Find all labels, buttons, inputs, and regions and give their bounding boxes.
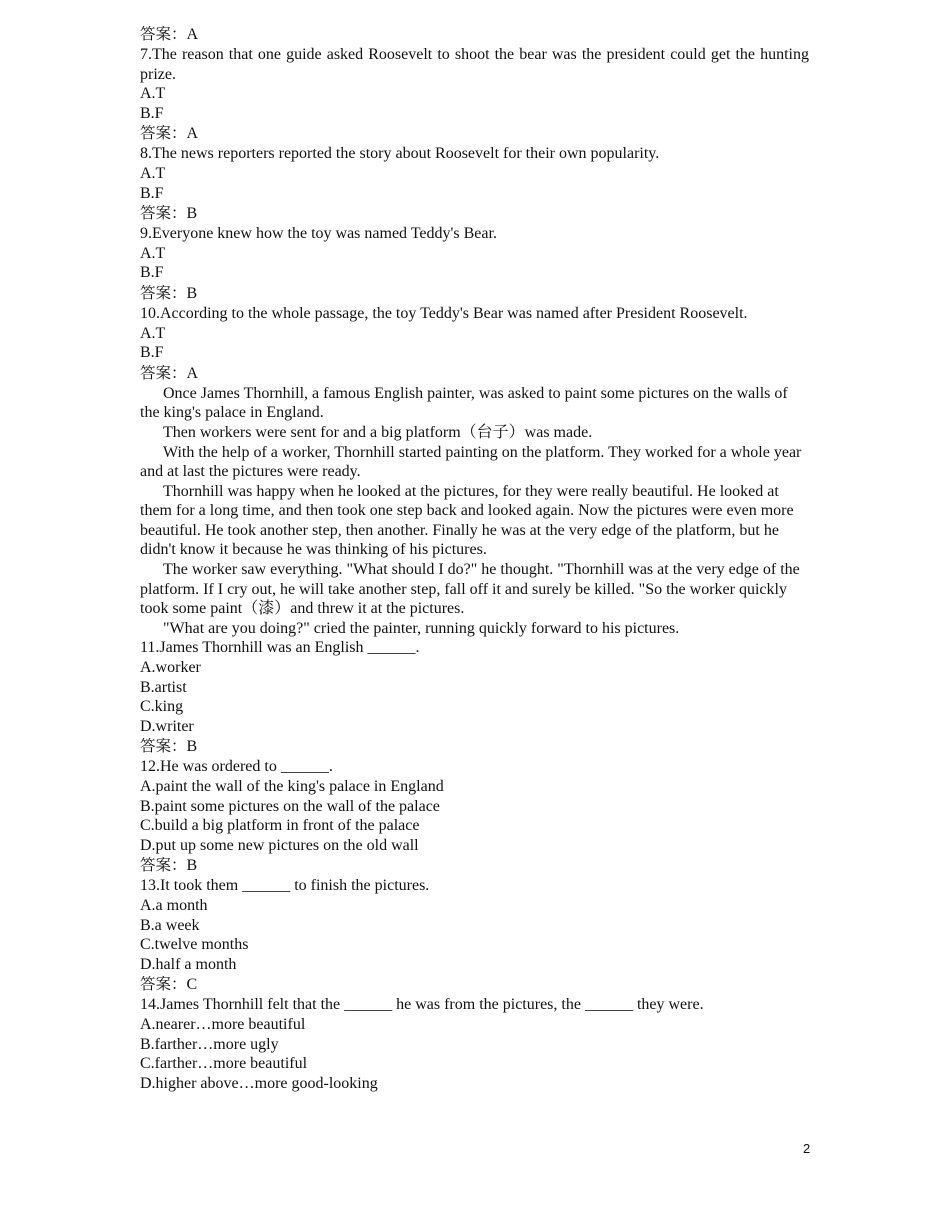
- answer-line: [140, 736, 809, 757]
- answer-option: D.put up some new pictures on the old wall: [140, 836, 419, 854]
- answer-label: 答案：: [140, 856, 187, 875]
- passage-paragraph: With the help of a worker, Thornhill started painting on the platform. They worked for a whole year and at last the pictures were ready.: [140, 443, 802, 481]
- answer-line: [140, 283, 809, 304]
- answer-option: A.T: [140, 85, 166, 103]
- answer-label: 答案：: [140, 204, 187, 223]
- answer-line: [140, 123, 809, 144]
- answer-option: A.nearer…more beautiful: [140, 1015, 306, 1033]
- answer-label: 答案：: [140, 737, 187, 756]
- passage-paragraph: Once James Thornhill, a famous English painter, was asked to paint some pictures on the walls of the king's palace in England.: [140, 384, 788, 422]
- passage-paragraph: Thornhill was happy when he looked at the pictures, for they were really beautiful. He looked at them for a long time, and then took one step back and looked again. Now the pictures were even more beautiful. He took another step, then another. Finally he was at the very edge of the platform, but he didn't know it because he was thinking of his pictures.: [140, 482, 794, 559]
- question-text: 13.It took them ______ to finish the pictures.: [140, 877, 430, 895]
- answer-option: B.F: [140, 344, 164, 362]
- answer-line: [140, 363, 809, 384]
- question-text: 7.The reason that one guide asked Roosevelt to shoot the bear was the president could get the hunting prize.: [140, 46, 809, 83]
- answer-option: B.F: [140, 184, 164, 202]
- answer-value: B: [186, 205, 198, 223]
- answer-label: 答案：: [140, 283, 187, 302]
- answer-option: A.paint the wall of the king's palace in England: [140, 778, 444, 795]
- answer-option: D.writer: [140, 717, 194, 735]
- answer-value: B: [186, 738, 198, 756]
- answer-label: 答案：: [140, 124, 187, 143]
- answer-option: B.paint some pictures on the wall of the palace: [140, 797, 440, 815]
- answer-option: A.a month: [140, 896, 208, 914]
- question-text: 11.James Thornhill was an English ______.: [140, 639, 420, 657]
- answer-option: C.king: [140, 698, 184, 716]
- answer-value: A: [186, 364, 199, 382]
- answer-option: D.higher above…more good-looking: [140, 1074, 378, 1092]
- document-page: [140, 24, 809, 1093]
- question-text: 8.The news reporters reported the story about Roosevelt for their own popularity.: [140, 145, 660, 163]
- answer-option: A.worker: [140, 659, 201, 677]
- answer-line: [140, 974, 809, 995]
- answer-option: A.T: [140, 324, 166, 342]
- answer-option: C.build a big platform in front of the palace: [140, 817, 420, 835]
- answer-option: B.artist: [140, 678, 187, 696]
- passage-paragraph: "What are you doing?" cried the painter, running quickly forward to his pictures.: [163, 619, 680, 637]
- answer-option: C.twelve months: [140, 936, 249, 954]
- answer-label: 答案：: [140, 975, 187, 994]
- answer-option: B.farther…more ugly: [140, 1035, 279, 1053]
- answer-option: A.T: [140, 164, 166, 182]
- answer-option: C.farther…more beautiful: [140, 1055, 308, 1073]
- answer-line: [140, 203, 809, 224]
- answer-option: D.half a month: [140, 955, 237, 973]
- answer-line: [140, 855, 809, 876]
- answer-option: B.F: [140, 264, 164, 282]
- question-text: 14.James Thornhill felt that the ______ he was from the pictures, the ______ they were.: [140, 996, 704, 1014]
- answer-value: B: [186, 857, 198, 875]
- answer-value: C: [186, 976, 198, 994]
- answer-label: 答案：: [140, 363, 187, 382]
- question-text: 12.He was ordered to ______.: [140, 758, 333, 776]
- question-text: 9.Everyone knew how the toy was named Teddy's Bear.: [140, 225, 497, 243]
- answer-option: B.F: [140, 104, 164, 122]
- answer-option: B.a week: [140, 916, 200, 934]
- page-number: 2: [803, 1141, 811, 1156]
- answer-value: A: [186, 125, 199, 143]
- passage-paragraph: Then workers were sent for and a big platform（台子）was made.: [163, 423, 593, 441]
- answer-value: B: [186, 284, 198, 302]
- answer-option: A.T: [140, 244, 166, 262]
- answer-label: 答案：: [140, 25, 187, 43]
- answer-line: [140, 24, 809, 45]
- passage-paragraph: The worker saw everything. "What should I do?" he thought. "Thornhill was at the very edge of the platform. If I cry out, he will take another step, fall off it and surely be killed. "So the worker quickly took some paint（漆）and threw it at the pictures.: [140, 561, 800, 618]
- answer-value: A: [186, 26, 199, 43]
- question-text: 10.According to the whole passage, the toy Teddy's Bear was named after President Roosevelt.: [140, 304, 748, 322]
